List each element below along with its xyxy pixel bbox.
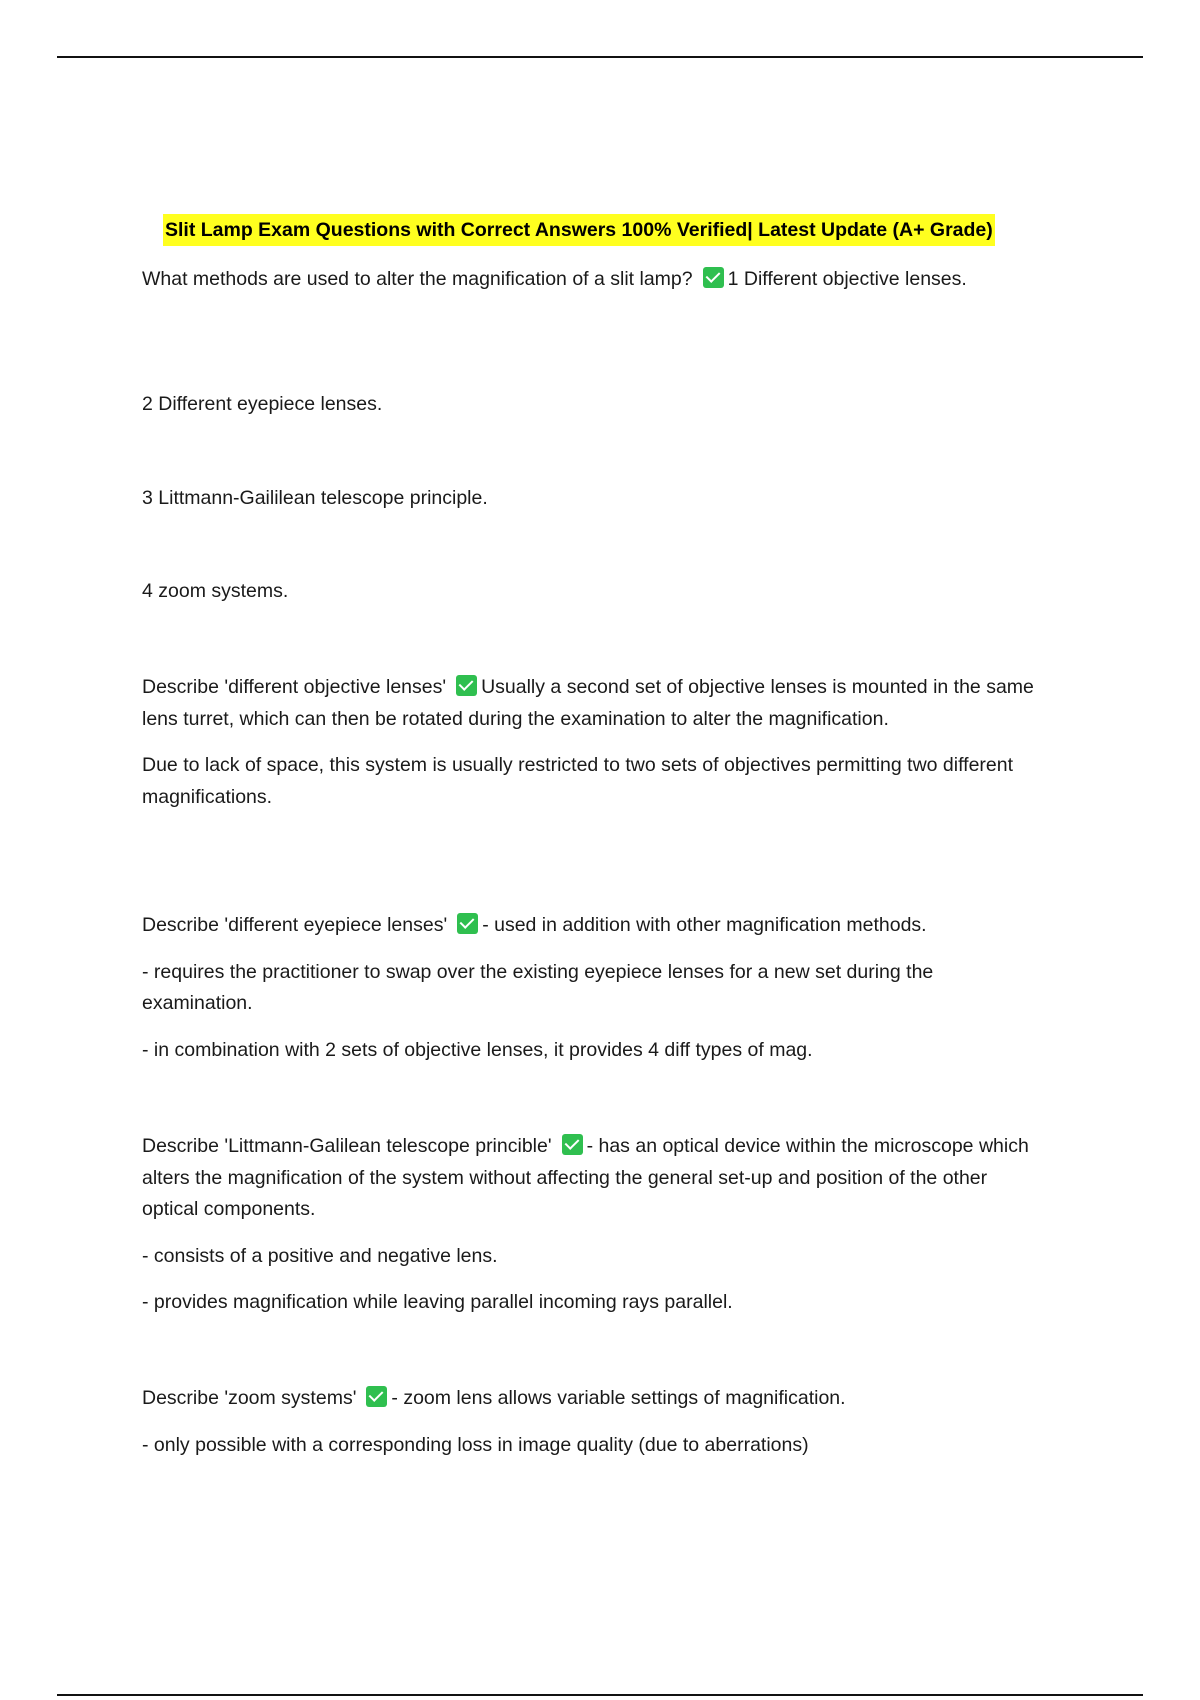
answer-text: - has an optical device within the microscope which alters the magnification of the system without affecting the general set-up and position of the other optical components. (142, 1135, 1029, 1220)
answer-text: Usually a second set of objective lenses is mounted in the same lens turret, which can then be rotated during the examination to alter the magnification. (142, 676, 1034, 730)
qa-item-5 (142, 1383, 1042, 1461)
bottom-rule (57, 1694, 1143, 1696)
question-text: Describe 'different eyepiece lenses' (142, 914, 448, 936)
qa-item-3-text (142, 910, 1042, 942)
document-title-wrap (163, 214, 995, 246)
answer-text: - zoom lens allows variable settings of magnification. (391, 1387, 846, 1409)
check-box-icon (457, 913, 478, 934)
qa-item-1-text (142, 264, 1042, 296)
answer-extra: - requires the practitioner to swap over the existing eyepiece lenses for a new set during the examination. (142, 960, 934, 1014)
qa-item-2 (142, 672, 1042, 813)
list-item-4-text: 4 zoom systems. (142, 580, 289, 602)
check-box-icon (366, 1386, 387, 1407)
question-text: What methods are used to alter the magnification of a slit lamp? (142, 268, 693, 290)
qa-item-4 (142, 1131, 1042, 1319)
question-text: Describe 'Littmann-Galilean telescope princible' (142, 1135, 552, 1157)
check-box-icon (456, 675, 477, 696)
top-rule (57, 56, 1143, 58)
qa-item-4-text (142, 1131, 1042, 1226)
check-box-icon (562, 1134, 583, 1155)
answer-extra: - only possible with a corresponding loss in image quality (due to aberrations) (142, 1433, 809, 1456)
qa-item-2-text (142, 672, 1042, 735)
question-text: Describe 'zoom systems' (142, 1387, 357, 1409)
answer-extra: - provides magnification while leaving parallel incoming rays parallel. (142, 1291, 733, 1313)
qa-item-5-text (142, 1383, 1042, 1415)
question-text: Describe 'different objective lenses' (142, 676, 447, 698)
answer-extra: Due to lack of space, this system is usually restricted to two sets of objectives permitting two different magnifications. (142, 754, 1014, 808)
check-box-icon (703, 267, 724, 288)
answer-text: 1 Different objective lenses. (727, 268, 967, 290)
answer-extra: - consists of a positive and negative lens. (142, 1244, 498, 1267)
document-title: Slit Lamp Exam Questions with Correct Answers 100% Verified| Latest Update (A+ Grade) (163, 214, 995, 246)
answer-text: - used in addition with other magnification methods. (482, 914, 927, 936)
qa-item-1 (142, 264, 1042, 296)
qa-item-3 (142, 910, 1042, 1066)
answer-extra: - in combination with 2 sets of objective lenses, it provides 4 diff types of mag. (142, 1038, 813, 1061)
list-item-2 (142, 389, 1042, 421)
list-item-3-text: 3 Littmann-Gaililean telescope principle. (142, 487, 488, 509)
list-item-2-text: 2 Different eyepiece lenses. (142, 393, 383, 415)
list-item-4 (142, 576, 1042, 608)
list-item-3 (142, 483, 1042, 515)
